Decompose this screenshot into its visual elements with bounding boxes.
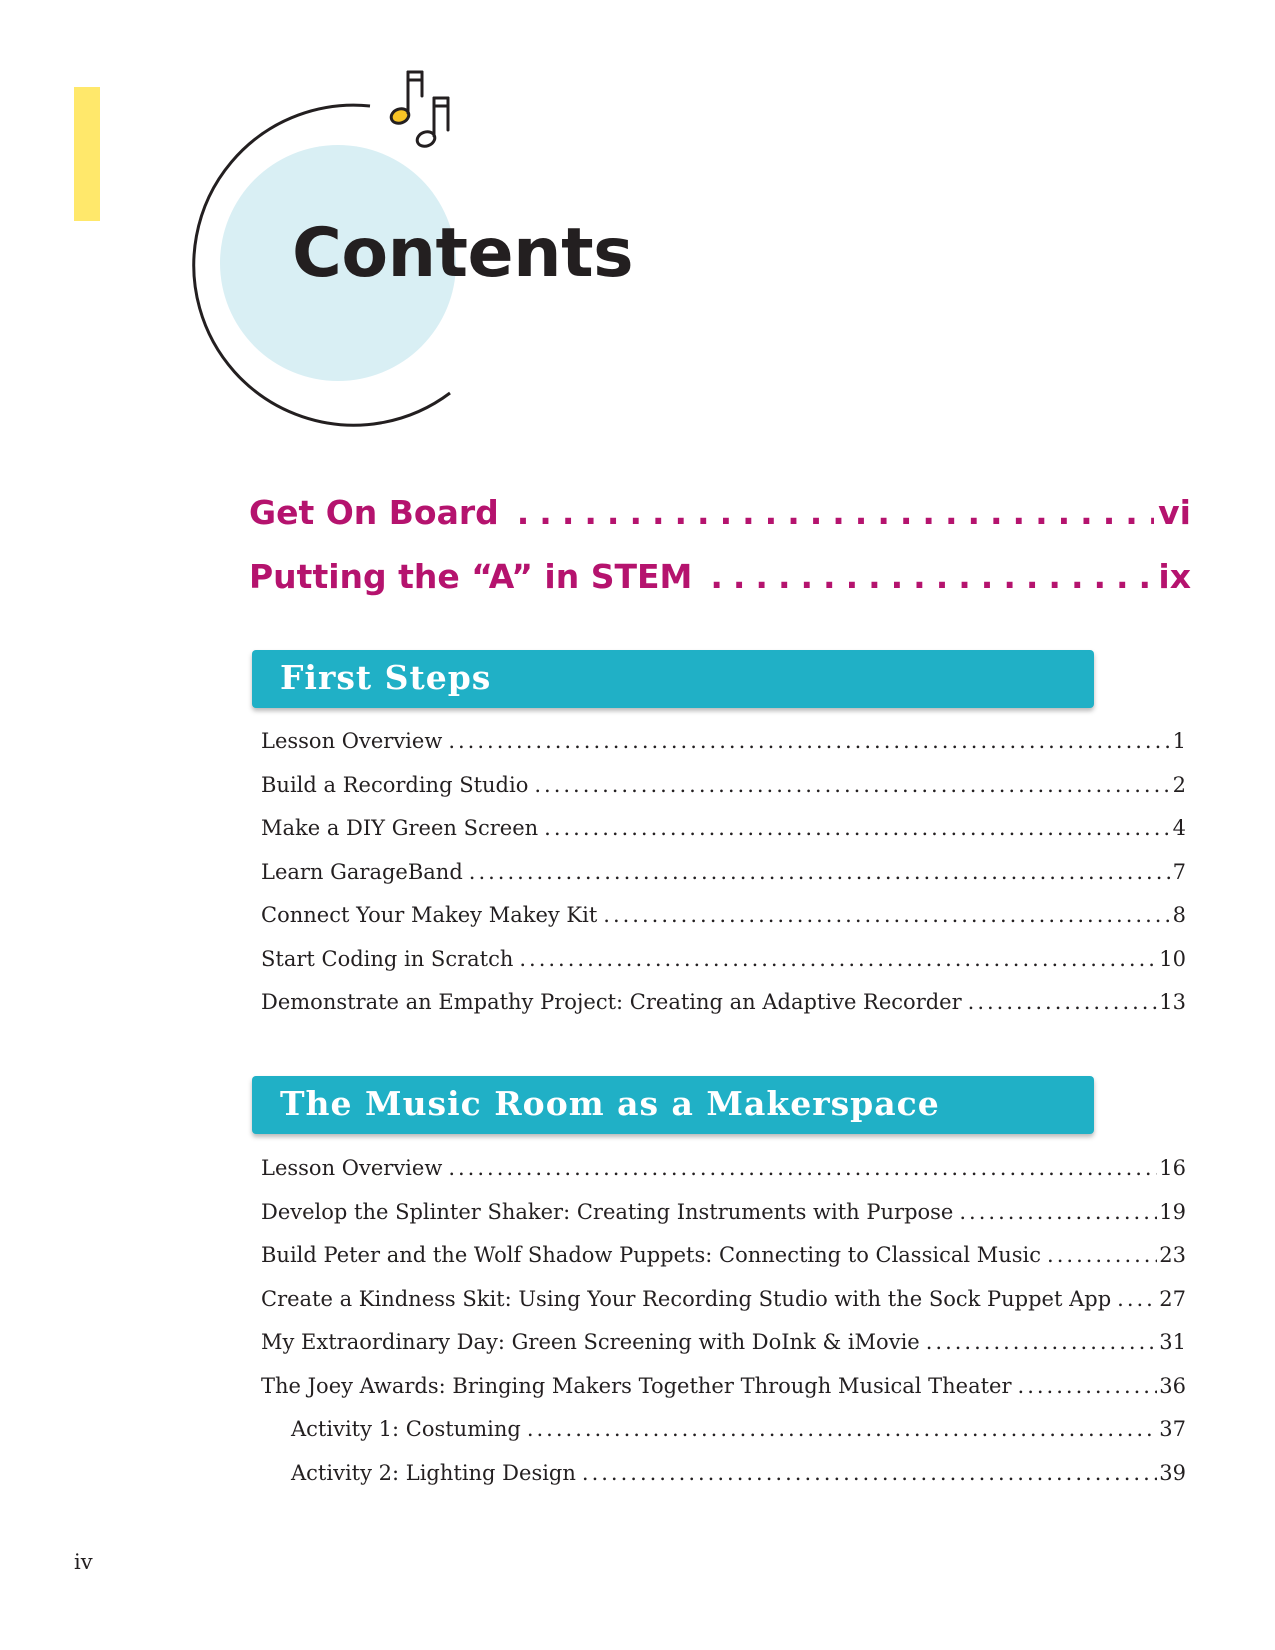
dot-leader (582, 1461, 1157, 1485)
toc-list-first-steps (261, 729, 1186, 1034)
toc-item[interactable] (261, 903, 1186, 947)
toc-item[interactable] (261, 1156, 1186, 1200)
toc-list-music-room (261, 1156, 1186, 1504)
toc-main-entry[interactable] (249, 493, 1191, 532)
toc-item[interactable] (261, 816, 1186, 860)
toc-item-label: Lesson Overview (261, 729, 443, 753)
section-title: First Steps (280, 658, 492, 697)
toc-item-page: 27 (1159, 1286, 1186, 1311)
toc-item[interactable] (261, 1330, 1186, 1374)
toc-item-label: Make a DIY Green Screen (261, 816, 539, 840)
toc-item-page: 2 (1172, 772, 1186, 797)
toc-item-page: 31 (1159, 1330, 1186, 1354)
section-header-first-steps (252, 650, 1094, 708)
dot-leader (544, 816, 1170, 840)
toc-item-label: Activity 2: Lighting Design (291, 1460, 576, 1485)
dot-leader (448, 729, 1170, 753)
dot-leader (517, 493, 1154, 532)
dot-leader (469, 860, 1171, 884)
page-title: Contents (292, 214, 634, 293)
toc-item-page: 13 (1159, 990, 1186, 1014)
toc-item[interactable] (261, 990, 1186, 1034)
toc-item-label: Activity 1: Costuming (291, 1417, 521, 1441)
dot-leader (959, 1200, 1157, 1224)
toc-item[interactable] (261, 1243, 1186, 1287)
toc-subitem[interactable] (261, 1461, 1186, 1505)
toc-item-label: Connect Your Makey Makey Kit (261, 903, 598, 927)
toc-item-label: Develop the Splinter Shaker: Creating Instruments with Purpose (261, 1199, 954, 1224)
toc-item-page: 8 (1172, 903, 1186, 927)
toc-subitem[interactable] (261, 1417, 1186, 1461)
toc-main-label: Putting the “A” in STEM (249, 557, 693, 596)
toc-item-label: Demonstrate an Empathy Project: Creating an Adaptive Recorder (261, 990, 962, 1014)
toc-main-label: Get On Board (249, 493, 499, 532)
dot-leader (1047, 1243, 1157, 1267)
dot-leader (968, 990, 1158, 1014)
toc-main-page: vi (1158, 493, 1191, 532)
toc-item-page: 37 (1159, 1417, 1186, 1441)
dot-leader (710, 557, 1154, 596)
toc-item-page: 19 (1159, 1199, 1186, 1224)
toc-item-label: Build a Recording Studio (261, 772, 529, 797)
toc-item[interactable] (261, 860, 1186, 904)
dot-leader (1018, 1374, 1158, 1398)
toc-item-page: 10 (1159, 946, 1186, 971)
section-header-music-room (252, 1076, 1094, 1134)
toc-main-page: ix (1158, 557, 1191, 596)
dot-leader (1117, 1287, 1157, 1311)
dot-leader (519, 947, 1157, 971)
toc-item[interactable] (261, 1287, 1186, 1331)
toc-item-label: Learn GarageBand (261, 859, 463, 884)
dot-leader (448, 1156, 1157, 1180)
dot-leader (603, 903, 1170, 927)
page-number: iv (74, 1550, 93, 1574)
toc-item-label: Start Coding in Scratch (261, 946, 514, 971)
toc-item[interactable] (261, 1374, 1186, 1418)
toc-item-page: 7 (1172, 859, 1186, 884)
toc-item-page: 1 (1172, 729, 1186, 753)
section-title: The Music Room as a Makerspace (280, 1084, 940, 1123)
toc-item[interactable] (261, 947, 1186, 991)
toc-item-label: Lesson Overview (261, 1156, 443, 1180)
yellow-accent-bar (74, 87, 100, 221)
dot-leader (527, 1417, 1157, 1441)
toc-item[interactable] (261, 729, 1186, 773)
toc-item-page: 36 (1159, 1373, 1186, 1398)
toc-item-page: 4 (1172, 816, 1186, 840)
toc-main-entry[interactable] (249, 557, 1191, 596)
toc-item-label: The Joey Awards: Bringing Makers Together Through Musical Theater (261, 1373, 1012, 1398)
toc-item-page: 39 (1159, 1460, 1186, 1485)
music-notes-icon (389, 72, 448, 149)
toc-item[interactable] (261, 1200, 1186, 1244)
dot-leader (926, 1330, 1158, 1354)
dot-leader (534, 773, 1170, 797)
toc-item-page: 23 (1159, 1243, 1186, 1267)
toc-item[interactable] (261, 773, 1186, 817)
toc-item-label: Create a Kindness Skit: Using Your Recording Studio with the Sock Puppet App (261, 1286, 1112, 1311)
toc-item-label: My Extraordinary Day: Green Screening with DoInk & iMovie (261, 1330, 920, 1354)
toc-item-page: 16 (1159, 1156, 1186, 1180)
toc-item-label: Build Peter and the Wolf Shadow Puppets: Connecting to Classical Music (261, 1243, 1042, 1267)
